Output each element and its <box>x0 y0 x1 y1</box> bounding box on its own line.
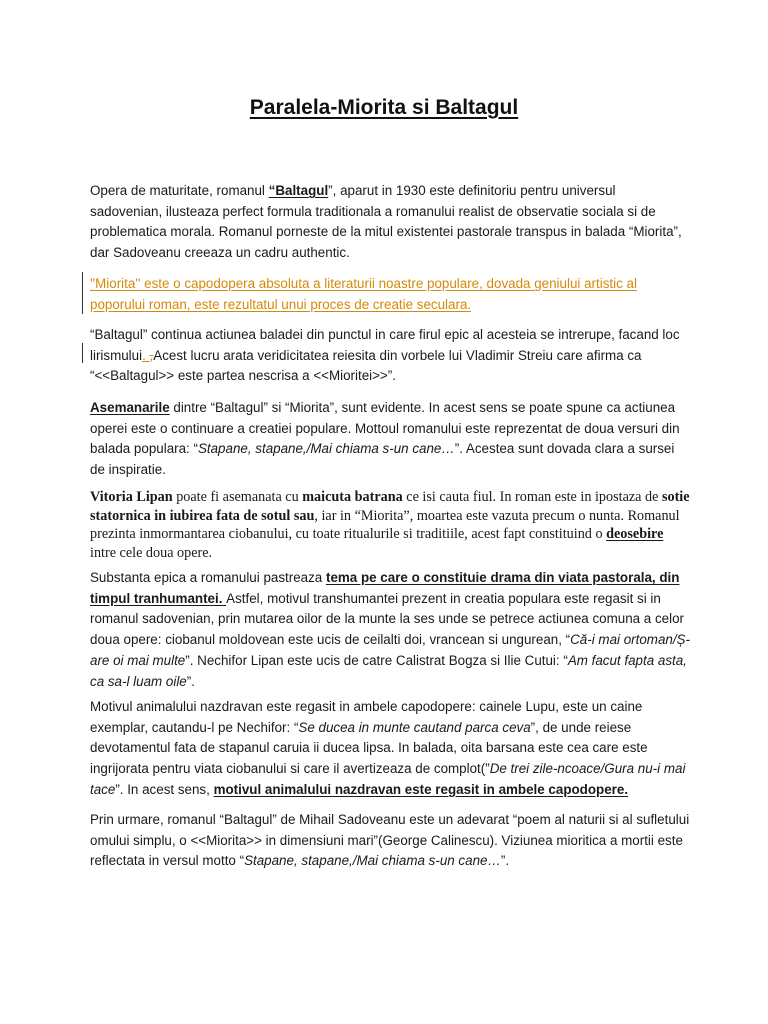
document-title: Paralela-Miorita si Baltagul <box>249 96 519 119</box>
p1-text-a: Opera de maturitate, romanul <box>90 183 269 198</box>
p3-text-b: Acest lucru arata veridicitatea reiesita din vorbele lui Vladimir Streiu care afirma ca “<<Baltagul>> este partea nescrisa a <<Mioritei>>”. <box>90 347 642 384</box>
p4-text-b: dintre “Baltagul” si “Miorita”, sunt evidente. In acest sens se poate spune ca actiunea operei este o continuare a creatiei populare. Mottoul romanului este reprezentat de doua versuri din balada populara: “ <box>90 400 680 457</box>
p5-text-b: poate fi asemanata cu <box>172 489 303 505</box>
p7-text-c: ”, de unde reiese devotamentul fata de stapanul caruia ii ducea lipsa. In balada, oita barsana este cea care este ingrijorata pentru viata ciobanului si care il avertizeaza de complot(” <box>90 719 648 777</box>
p6-text-g: ”. <box>186 673 195 689</box>
p5-vitoria-lipan: Vitoria Lipan <box>90 489 173 505</box>
p4-asemanarile: Asemanarile <box>90 400 170 415</box>
p5-sotie: sotie statornica in iubirea fata de sotul sau <box>90 489 690 524</box>
p3-inserted: . <box>142 347 150 363</box>
p8-text-c: ”. <box>500 853 510 869</box>
p3-deleted: , <box>149 347 154 363</box>
paragraph-continuation <box>90 325 690 387</box>
paragraph-asemanarile <box>90 398 690 481</box>
p7-concluzie: motivul animalului nazdravan este regasit in ambele capodopere. <box>213 781 629 797</box>
p5-text-f: , iar in “Miorita”, moartea este vazuta precum o nunta. Romanul prezinta inmormantarea ciobanului, cu toate ritualurile si traditiile, acest fapt constituind o <box>90 507 680 542</box>
p3-text-a: “Baltagul” continua actiunea baladei din punctul in care firul epic al acesteia se intrerupe, facand loc lirismului <box>90 327 680 363</box>
p1-text-c: ”, aparut in 1930 este definitoriu pentru universul sadovenian, ilusteaza perfect formula traditionala a romanului realist de observatie sociala si de problematica morala. Romanul porneste de la mitul existentei pastorale transpus in balada “Miorita”, dar Sadoveanu creeaza un cadru authentic. <box>90 183 682 261</box>
paragraph-motivul <box>90 697 690 801</box>
p6-tema: tema pe care o constituie drama din viata pastorala, din timpul tranhumantei. <box>90 570 680 606</box>
p4-text-d: ”. Acestea sunt dovada clara a sursei de inspiratie. <box>90 441 675 478</box>
p2-inserted-text: ''Miorita'' este o capodopera absoluta a literaturii noastre populare, dovada geniului artistic al poporului roman, este rezultatul unui proces de creatie seculara. <box>90 276 637 312</box>
paragraph-intro <box>90 181 690 264</box>
paragraph-concluzie <box>90 810 690 872</box>
p6-text-c: Astfel, motivul transhumantei prezent in creatia populara este regasit si in romanul sadovenian, prin mutarea oilor de la munte la ses unde se petrece actiunea comuna a celor doua opere: ciobanul moldovean este ucis de ceilalti doi, vrancean si ungurean, “ <box>90 590 685 648</box>
p7-text-a: Motivul animalului nazdravan este regasit in ambele capodopere: cainele Lupu, este un caine exemplar, cautandu-l pe Nechifor: “ <box>90 699 643 735</box>
p8-motto: Stapane, stapane,/Mai chiama s-un cane… <box>244 853 501 869</box>
p5-text-h: intre cele doua opere. <box>90 544 213 561</box>
p4-motto: Stapane, stapane,/Mai chiama s-un cane… <box>197 441 455 457</box>
p5-maicuta: maicuta batrana <box>302 489 403 505</box>
p6-quote-2: Am facut fapta asta, ca sa-l luam oile <box>90 652 687 689</box>
p8-text-a: Prin urmare, romanul “Baltagul” de Mihail Sadoveanu este un adevarat “poem al naturii si al sufletului omului simplu, o <<Miorita>> in dimensiuni mari”(George Calinescu). Viziunea mioritica a mortii este reflectata in versul motto “ <box>90 812 690 869</box>
p1-baltagul: “Baltagul <box>268 183 329 198</box>
p7-quote-1: Se ducea in munte cautand parca ceva <box>298 719 531 735</box>
p7-text-e: ”. In acest sens, <box>115 781 214 797</box>
change-bar <box>82 343 83 363</box>
p5-text-d: ce isi cauta fiul. In roman este in ipostaza de <box>402 489 662 505</box>
p5-deosebire: deosebire <box>606 526 664 542</box>
paragraph-substanta <box>90 568 690 692</box>
change-bar <box>82 272 83 314</box>
p6-text-a: Substanta epica a romanului pastreaza <box>90 570 326 585</box>
p6-text-e: ”. Nechifor Lipan este ucis de catre Calistrat Bogza si Ilie Cutui: “ <box>185 652 568 668</box>
p6-quote-1: Că-i mai ortoman/Ș-are oi mai multe <box>90 632 690 668</box>
p7-quote-2: De trei zile-ncoace/Gura nu-i mai tace <box>90 761 686 797</box>
paragraph-miorita <box>90 274 690 315</box>
paragraph-vitoria <box>90 488 690 562</box>
